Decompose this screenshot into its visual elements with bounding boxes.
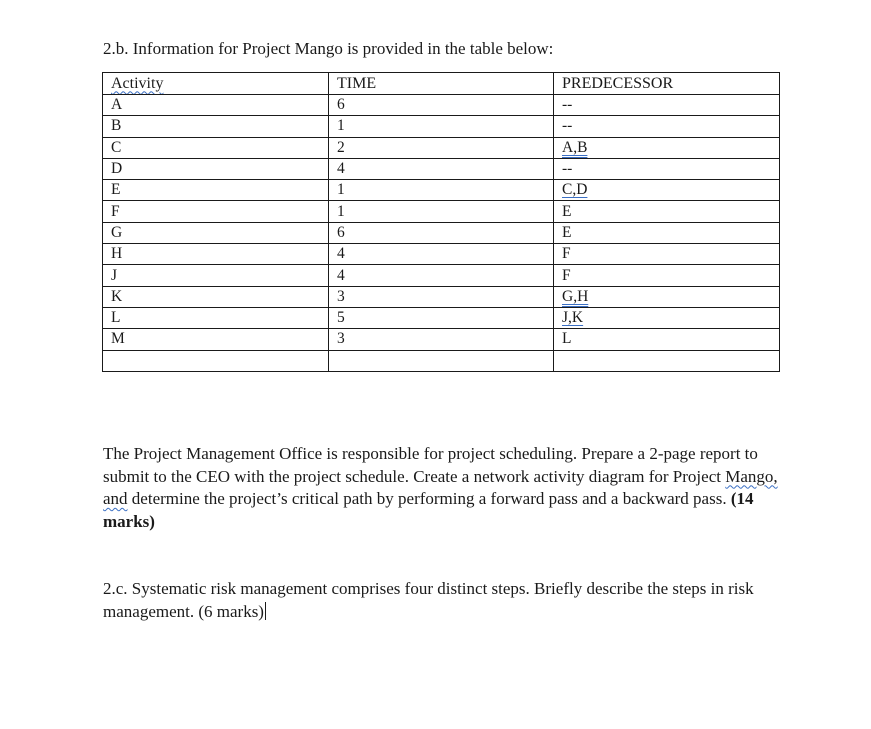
header-time: TIME xyxy=(329,73,554,95)
cell-activity: M xyxy=(103,329,329,350)
table-row xyxy=(103,244,780,265)
table-row xyxy=(103,158,780,179)
cell-time: 6 xyxy=(329,222,554,243)
table-header-row xyxy=(103,73,780,95)
cell-activity: C xyxy=(103,137,329,158)
section-heading: 2.b. Information for Project Mango is provided in the table below: xyxy=(103,39,554,58)
cell-predecessor: E xyxy=(554,201,780,222)
cell-activity: D xyxy=(103,158,329,179)
cell-activity: G xyxy=(103,222,329,243)
cell-time: 6 xyxy=(329,95,554,116)
cell-time: 4 xyxy=(329,244,554,265)
paragraph-text: The Project Management Office is responsible for project scheduling. Prepare a 2-page report to submit to the CEO with the project schedule. Create a network activity diagram for Project xyxy=(103,444,758,486)
cell-activity: J xyxy=(103,265,329,286)
paragraph-critical-path[interactable] xyxy=(103,443,793,533)
table-row xyxy=(103,265,780,286)
cell-predecessor: -- xyxy=(554,95,780,116)
table-row xyxy=(103,307,780,328)
cell-predecessor: -- xyxy=(554,116,780,137)
table-row xyxy=(103,180,780,201)
cell-activity: A xyxy=(103,95,329,116)
table-row xyxy=(103,116,780,137)
paragraph-text: determine the project’s critical path by performing a forward pass and a backward pass. xyxy=(127,489,731,508)
cell-time: 5 xyxy=(329,307,554,328)
cell-activity: K xyxy=(103,286,329,307)
paragraph-risk-management[interactable] xyxy=(103,578,793,623)
table-row xyxy=(103,329,780,350)
cell-time: 1 xyxy=(329,201,554,222)
table-row xyxy=(103,137,780,158)
cell-time: 3 xyxy=(329,286,554,307)
cell-predecessor: A,B xyxy=(554,137,780,158)
cell-predecessor: F xyxy=(554,265,780,286)
table-row xyxy=(103,286,780,307)
cell-predecessor: -- xyxy=(554,158,780,179)
cell-activity: H xyxy=(103,244,329,265)
cell-predecessor: E xyxy=(554,222,780,243)
paragraph-text-flagged: Mango, and xyxy=(103,466,778,508)
cell-activity: E xyxy=(103,180,329,201)
cell-time xyxy=(329,350,554,371)
cell-predecessor: C,D xyxy=(554,180,780,201)
header-activity: Activity xyxy=(103,73,329,95)
cell-time: 1 xyxy=(329,116,554,137)
activity-table xyxy=(102,72,780,372)
table-row xyxy=(103,201,780,222)
cell-time: 2 xyxy=(329,137,554,158)
cell-time: 1 xyxy=(329,180,554,201)
cell-activity: F xyxy=(103,201,329,222)
table-row xyxy=(103,95,780,116)
cell-activity: B xyxy=(103,116,329,137)
marks-label: (14 marks) xyxy=(103,489,754,531)
cell-predecessor: L xyxy=(554,329,780,350)
text-cursor xyxy=(265,602,266,620)
header-predecessor: PREDECESSOR xyxy=(554,73,780,95)
cell-predecessor: F xyxy=(554,244,780,265)
cell-predecessor: G,H xyxy=(554,286,780,307)
cell-activity xyxy=(103,350,329,371)
cell-time: 4 xyxy=(329,265,554,286)
table-row-empty xyxy=(103,350,780,371)
cell-time: 3 xyxy=(329,329,554,350)
cell-time: 4 xyxy=(329,158,554,179)
cell-predecessor: J,K xyxy=(554,307,780,328)
paragraph-text: 2.c. Systematic risk management comprises four distinct steps. Briefly describe the steps in risk management. (6 marks) xyxy=(103,579,754,621)
cell-predecessor xyxy=(554,350,780,371)
table-row xyxy=(103,222,780,243)
cell-activity: L xyxy=(103,307,329,328)
